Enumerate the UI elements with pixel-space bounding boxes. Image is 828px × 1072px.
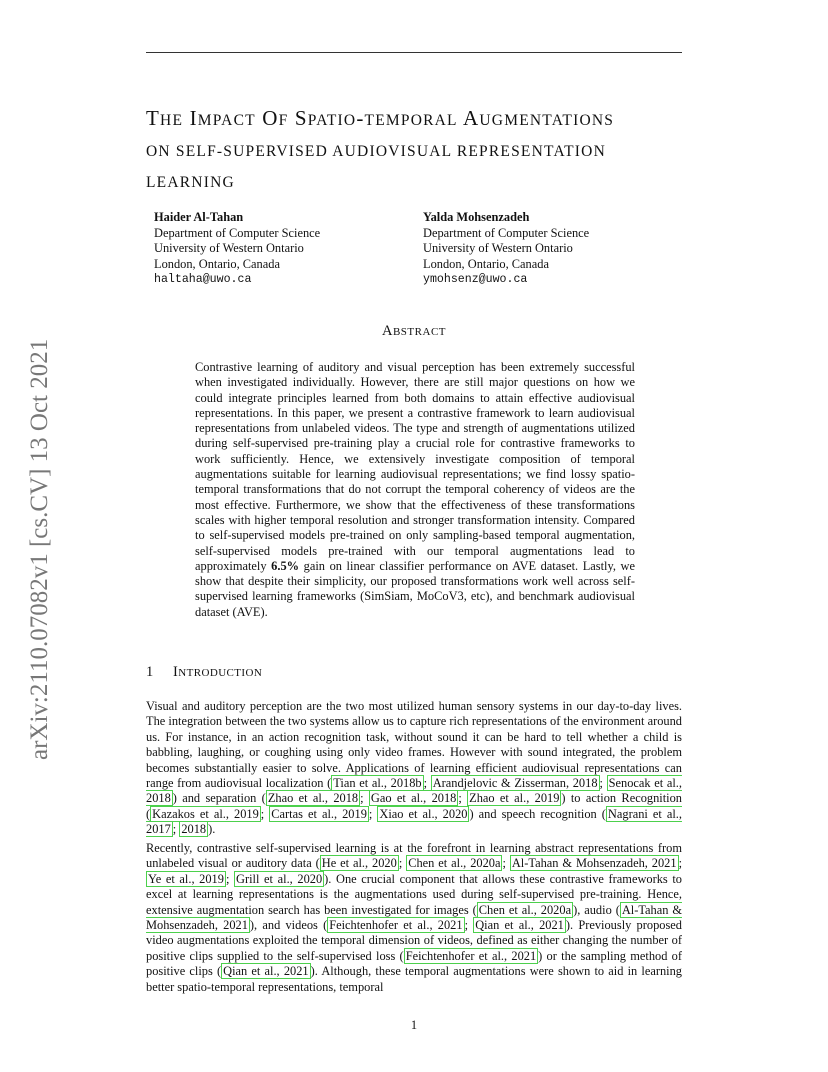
paragraph-text: ; (599, 776, 607, 791)
citation-link[interactable]: Al-Tahan & Mohsenzadeh, 2021 (511, 856, 677, 871)
author-name: Haider Al-Tahan (154, 210, 244, 224)
citation-link[interactable]: Feichtenhofer et al., 2021 (405, 948, 537, 963)
author-location: London, Ontario, Canada (423, 256, 549, 271)
citation-link[interactable]: Cartas et al., 2019 (271, 806, 367, 821)
title-line: THE IMPACT OF SPATIO-TEMPORAL AUGMENTATIONS (146, 106, 615, 130)
intro-paragraph (146, 841, 682, 995)
citation-link[interactable]: Zhao et al., 2018 (267, 791, 359, 806)
author-block (423, 210, 589, 288)
paragraph-text: ). Previously proposed video augmentations exploited the temporal dimension of videos, defined as either changing the number of positive clips supplied to the self-supervised loss ( (146, 918, 682, 963)
paragraph-text: ; (368, 806, 378, 821)
paragraph-text: ) and separation ( (172, 791, 266, 806)
abstract-heading (0, 323, 828, 340)
citation-link[interactable]: Senocak et al., 2018 (146, 776, 682, 806)
citation-link[interactable]: Ye et al., 2019 (148, 871, 224, 886)
author-university: University of Western Ontario (423, 241, 573, 256)
abstract-text (195, 360, 635, 620)
citation-link[interactable]: Al-Tahan & Mohsenzadeh, 2021 (146, 902, 683, 933)
citation-link[interactable]: Grill et al., 2020 (236, 871, 323, 886)
title-line: LEARNING (146, 174, 235, 191)
paragraph-text: ), audio ( (573, 902, 620, 917)
citation-link[interactable]: Tian et al., 2018b (333, 776, 422, 791)
citation-link[interactable]: Feichtenhofer et al., 2021 (329, 918, 463, 933)
author-location: London, Ontario, Canada (154, 256, 280, 271)
author-email: ymohsenz@uwo.ca (423, 273, 528, 287)
paragraph-text: ; (360, 791, 369, 806)
paragraph-text: ; (458, 791, 468, 806)
title-line: ON SELF-SUPERVISED AUDIOVISUAL REPRESENTATION (146, 143, 606, 160)
paragraph-text: ). One crucial component that allows these contrastive frameworks to excel at learning representations is the augmentations used during self-supervised pre-training. Hence, extensive augmentation search has been investigated for images ( (146, 871, 682, 917)
paragraph-text: ; (260, 806, 270, 821)
author-block (154, 210, 320, 288)
paragraph-text: ), and videos ( (249, 918, 328, 933)
paragraph-text: ; (423, 776, 431, 791)
paragraph-text: ; (398, 856, 407, 871)
citation-link[interactable]: Qian et al., 2021 (223, 964, 309, 979)
section-heading-introduction (146, 664, 262, 681)
paragraph-text: ; (464, 918, 474, 933)
section-number: 1 (146, 664, 154, 680)
abstract-highlight: 6.5% (271, 558, 300, 573)
paragraph-text: Visual and auditory perception are the two most utilized human sensory systems in our day-to-day lives. The integration between the two systems allow us to capture rich representations of the environment around us. For instance, in an action recognition task, without sound it can be hard to tell whether a child is babbling, laughing, or coughing using only video frames. However with sound integrated, the problem becomes substantially easier to solve. Applications of learning efficient audiovisual representations can range from audiovisual localization ( (146, 699, 682, 791)
author-department: Department of Computer Science (423, 225, 590, 240)
abstract-text-part: Contrastive learning of auditory and visual perception has been extremely successful when investigated individually. However, there are still major questions on how we could integrate principles learned from both domains to attain effective audiovisual representations. In this paper, we present a contrastive framework to learn audiovisual representations from unlabeled videos. The type and strength of augmentations utilized during self-supervised pre-training play a crucial role for contrastive frameworks to work sufficiently. Hence, we extensively investigate composition of temporal augmentations suitable for learning audiovisual representations; we find lossy spatio-temporal transformations that do not corrupt the temporal coherency of videos are the most effective. Furthermore, we show that the effectiveness of these transformations scales with higher temporal resolution and stronger transformation intensity. Compared to self-supervised models pre-trained on only sampling-based temporal augmentation, self-supervised models pre-trained with our temporal augmentations lead to approximately (195, 360, 635, 573)
paragraph-text: ; (502, 856, 510, 871)
citation-link[interactable]: Gao et al., 2018 (370, 791, 457, 806)
citation-link[interactable]: Qian et al., 2021 (475, 918, 564, 933)
paragraph-text: ; (172, 822, 180, 837)
paper-title (146, 104, 694, 197)
paragraph-text: ) to action Recognition ( (146, 791, 682, 821)
citation-link[interactable]: Nagrani et al., 2017 (146, 806, 682, 837)
paragraph-text: ) and speech recognition ( (469, 806, 606, 821)
citation-link[interactable]: Kazakos et al., 2019 (152, 806, 259, 821)
paragraph-text: ) or the sampling method of positive clips ( (146, 948, 682, 979)
paragraph-text: ). (208, 822, 216, 837)
arxiv-sidebar-stamp: arXiv:2110.07082v1 [cs.CV] 13 Oct 2021 (26, 338, 53, 760)
paragraph-text: ; (225, 871, 235, 886)
citation-link[interactable]: Zhao et al., 2019 (469, 791, 560, 806)
paragraph-text: ). Although, these temporal augmentations were shown to aid in learning better spatio-temporal representations, temporal (146, 964, 683, 994)
paragraph-text: ; (678, 856, 683, 871)
citation-link[interactable]: 2018 (181, 822, 207, 837)
citation-link[interactable]: Arandjelovic & Zisserman, 2018 (432, 776, 598, 791)
author-university: University of Western Ontario (154, 241, 304, 256)
paragraph-text: Recently, contrastive self-supervised learning is at the forefront in learning abstract representations from unlabeled visual or auditory data ( (146, 841, 682, 871)
author-department: Department of Computer Science (154, 225, 321, 240)
abstract-text-part: gain on linear classifier performance on AVE dataset. Lastly, we show that despite their simplicity, our proposed transformations work well across self-supervised learning frameworks (SimSiam, MoCoV3, etc), and benchmark audiovisual dataset (AVE). (195, 558, 636, 619)
top-rule (146, 52, 682, 53)
abstract-heading-text: ABSTRACT (381, 323, 447, 339)
author-email: haltaha@uwo.ca (154, 273, 252, 287)
citation-link[interactable]: He et al., 2020 (321, 856, 397, 871)
section-title: INTRODUCTION (173, 664, 263, 680)
page-number: 1 (410, 1018, 418, 1032)
citation-link[interactable]: Chen et al., 2020a (408, 856, 501, 871)
citation-link[interactable]: Chen et al., 2020a (478, 902, 572, 917)
intro-paragraph (146, 699, 682, 838)
author-name: Yalda Mohsenzadeh (423, 210, 530, 224)
citation-link[interactable]: Xiao et al., 2020 (379, 806, 468, 821)
